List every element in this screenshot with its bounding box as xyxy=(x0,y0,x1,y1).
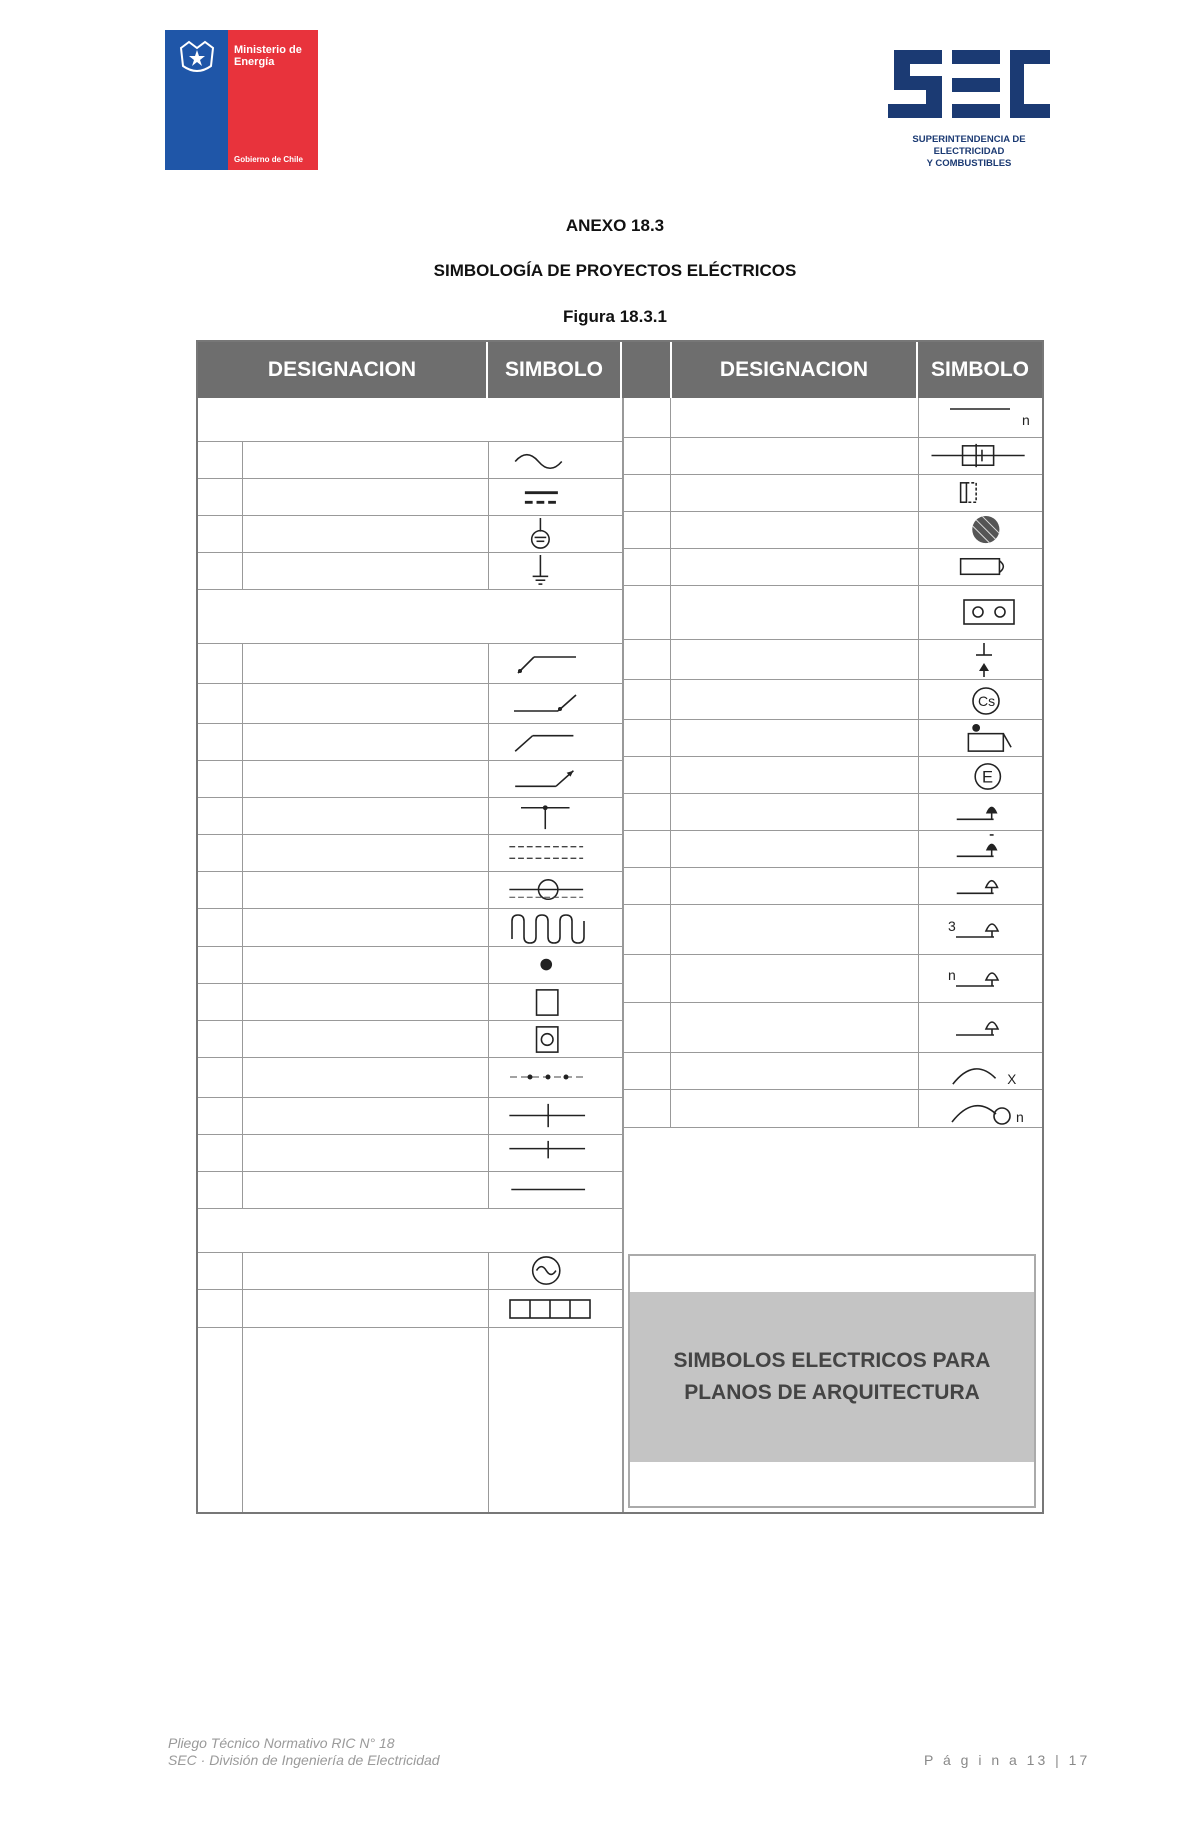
table-row xyxy=(198,835,622,872)
table-row xyxy=(624,475,1042,512)
divider xyxy=(670,720,671,757)
divider xyxy=(488,1172,489,1209)
divider xyxy=(918,794,919,831)
divider xyxy=(670,398,671,438)
ground-protect-icon xyxy=(504,518,604,551)
table-row xyxy=(198,442,622,479)
symbol-text: 3 xyxy=(948,918,956,934)
table-row xyxy=(624,640,1042,680)
symbol-text: n xyxy=(948,967,956,983)
divider xyxy=(918,680,919,720)
divider xyxy=(670,586,671,640)
divider xyxy=(918,1090,919,1128)
table-row-empty xyxy=(198,1328,622,1512)
divider xyxy=(242,644,243,684)
section-row xyxy=(198,1209,622,1253)
splice-icon xyxy=(926,759,1036,792)
table-row xyxy=(198,872,622,909)
symbol-text: E xyxy=(981,768,993,787)
sec-mark-icon xyxy=(884,42,1054,128)
divider xyxy=(488,644,489,684)
logo-line2: Energía xyxy=(234,56,275,68)
ac-icon xyxy=(504,444,604,477)
table-row xyxy=(198,724,622,761)
underground-icon xyxy=(504,1061,604,1095)
sync-capacitor-icon xyxy=(926,683,1036,717)
divider xyxy=(670,905,671,955)
divider xyxy=(918,955,919,1003)
section-row xyxy=(198,398,622,442)
horn-icon xyxy=(926,477,1036,510)
socket-tri-icon xyxy=(926,962,1036,996)
line-icon xyxy=(504,1174,604,1207)
divider xyxy=(918,1053,919,1090)
flexible-icon xyxy=(504,911,604,945)
divider xyxy=(242,1328,243,1512)
divider xyxy=(488,724,489,761)
box-line2: PLANOS DE ARQUITECTURA xyxy=(684,1381,980,1404)
divider xyxy=(488,984,489,1021)
divider xyxy=(670,757,671,794)
table-row xyxy=(624,549,1042,586)
divider xyxy=(242,872,243,909)
buzzer-icon xyxy=(926,722,1036,755)
feed-to-above-icon xyxy=(504,763,604,796)
table-row xyxy=(198,984,622,1021)
divider xyxy=(242,1098,243,1135)
table-row xyxy=(624,586,1042,640)
feed-above-icon xyxy=(504,687,604,721)
table-row xyxy=(198,909,622,947)
table-row xyxy=(624,831,1042,868)
ministry-logo xyxy=(165,30,318,170)
feed-to-below-icon xyxy=(504,726,604,759)
header-designation-right: DESIGNACION xyxy=(672,342,918,398)
divider xyxy=(242,984,243,1021)
main-title: SIMBOLOGÍA DE PROYECTOS ELÉCTRICOS xyxy=(433,261,797,280)
table-row xyxy=(198,1172,622,1209)
table-row xyxy=(198,947,622,984)
divider xyxy=(670,1090,671,1128)
divider xyxy=(670,475,671,512)
divider xyxy=(488,553,489,590)
divider xyxy=(488,947,489,984)
table-row xyxy=(198,644,622,684)
divider xyxy=(670,831,671,868)
footer-line1: Pliego Técnico Normativo RIC N° 18 xyxy=(168,1735,395,1751)
table-row xyxy=(198,479,622,516)
divider xyxy=(670,1053,671,1090)
section-row xyxy=(198,590,622,644)
cross-icon xyxy=(504,1100,604,1133)
divider xyxy=(918,720,919,757)
socket-mono-icon xyxy=(926,913,1036,947)
table-row xyxy=(198,1253,622,1290)
divider xyxy=(670,1003,671,1053)
alternator-icon xyxy=(504,1255,604,1288)
feed-below-icon xyxy=(504,647,604,681)
header-symbol-right: SIMBOLO xyxy=(918,342,1042,398)
divider xyxy=(670,512,671,549)
divider xyxy=(670,955,671,1003)
table-row xyxy=(624,905,1042,955)
box-line1: SIMBOLOS ELECTRICOS PARA xyxy=(673,1349,991,1372)
divider xyxy=(488,1021,489,1058)
divider xyxy=(670,438,671,475)
table-row xyxy=(198,761,622,798)
table-row xyxy=(198,1290,622,1328)
symbol-text: Cs xyxy=(978,693,996,709)
divider xyxy=(670,549,671,586)
logo-line1: Ministerio de xyxy=(234,44,302,56)
coat-of-arms-icon xyxy=(175,38,219,78)
stove-icon xyxy=(926,596,1036,630)
square-circle-icon xyxy=(504,1023,604,1056)
divider xyxy=(918,868,919,905)
divider xyxy=(670,868,671,905)
divider xyxy=(242,1135,243,1172)
table-row xyxy=(624,720,1042,757)
dc-icon xyxy=(504,481,604,514)
table-row xyxy=(624,1003,1042,1053)
table-row xyxy=(198,1058,622,1098)
divider xyxy=(242,761,243,798)
symbol-text: X xyxy=(1007,1072,1017,1088)
header-num-right xyxy=(622,342,672,398)
divider xyxy=(242,1058,243,1098)
page-number: P á g i n a 13 | 17 xyxy=(924,1752,1091,1768)
divider xyxy=(918,831,919,868)
sec-sub1: SUPERINTENDENCIA DE ELECTRICIDAD xyxy=(912,134,1026,157)
table-row xyxy=(198,553,622,590)
sec-logo xyxy=(884,42,1054,169)
divider xyxy=(242,798,243,835)
divider xyxy=(670,680,671,720)
fluorescent-icon xyxy=(926,401,1036,435)
bell-icon xyxy=(926,551,1036,584)
divider xyxy=(242,947,243,984)
table-row xyxy=(624,794,1042,831)
annex-title: ANEXO 18.3 xyxy=(565,216,665,235)
divider xyxy=(488,835,489,872)
divider xyxy=(488,761,489,798)
concentric-icon xyxy=(504,874,604,907)
header-designation-left: DESIGNACION xyxy=(198,342,488,398)
divider xyxy=(488,684,489,724)
ground-icon xyxy=(504,555,604,588)
divider xyxy=(242,1290,243,1328)
heater-icon xyxy=(504,1292,604,1326)
divider xyxy=(670,794,671,831)
divider xyxy=(242,1172,243,1209)
divider xyxy=(242,1253,243,1290)
divider xyxy=(488,1328,489,1512)
divider xyxy=(242,684,243,724)
table-row xyxy=(624,1090,1042,1128)
socket-double-icon xyxy=(926,833,1036,866)
footer-line2: SEC · División de Ingeniería de Electricidad xyxy=(168,1752,440,1768)
divider xyxy=(670,640,671,680)
table-row xyxy=(198,798,622,835)
divider xyxy=(488,1253,489,1290)
socket-heat-icon xyxy=(926,870,1036,903)
table-row xyxy=(624,1053,1042,1090)
symbol-text: n xyxy=(1016,1109,1024,1125)
divider xyxy=(918,757,919,794)
divider xyxy=(488,479,489,516)
hook-one-icon xyxy=(926,1055,1036,1088)
divider xyxy=(488,872,489,909)
divider xyxy=(918,1003,919,1053)
table-row xyxy=(624,868,1042,905)
divider xyxy=(488,1135,489,1172)
capacitor-icon xyxy=(926,643,1036,677)
symbol-text: n xyxy=(1022,412,1030,428)
divider xyxy=(488,1058,489,1098)
table-row xyxy=(624,512,1042,549)
divider xyxy=(242,835,243,872)
sec-sub2: Y COMBUSTIBLES xyxy=(926,158,1012,169)
table-row xyxy=(198,684,622,724)
divider xyxy=(242,724,243,761)
table-row xyxy=(624,757,1042,794)
battery-icon xyxy=(926,440,1036,473)
figure-title: Figura 18.3.1 xyxy=(563,307,667,326)
square-icon xyxy=(504,986,604,1019)
divider xyxy=(242,516,243,553)
hook-n-icon xyxy=(926,1092,1036,1126)
divider xyxy=(918,398,919,438)
table-row xyxy=(198,1021,622,1058)
header-symbol-left: SIMBOLO xyxy=(488,342,622,398)
divider xyxy=(242,1021,243,1058)
symbols-table xyxy=(196,340,1044,1514)
divider xyxy=(918,549,919,586)
table-row xyxy=(624,955,1042,1003)
divider xyxy=(918,586,919,640)
water-heater-icon xyxy=(926,514,1036,547)
divider xyxy=(918,475,919,512)
architecture-symbols-box xyxy=(628,1254,1036,1508)
divider xyxy=(488,516,489,553)
socket-special-icon xyxy=(926,1011,1036,1045)
divider xyxy=(488,442,489,479)
table-row xyxy=(624,438,1042,475)
n-conductors-icon xyxy=(504,1137,604,1170)
table-row xyxy=(624,398,1042,438)
divider xyxy=(918,640,919,680)
table-row xyxy=(624,680,1042,720)
divider xyxy=(918,905,919,955)
divider xyxy=(242,553,243,590)
table-row xyxy=(198,516,622,553)
table-row xyxy=(198,1135,622,1172)
divider xyxy=(242,479,243,516)
socket-light-icon xyxy=(926,796,1036,829)
divider xyxy=(488,1098,489,1135)
divider xyxy=(488,909,489,947)
dot-icon xyxy=(504,949,604,982)
divider xyxy=(918,512,919,549)
tray-icon xyxy=(504,837,604,870)
divider xyxy=(242,442,243,479)
branch-icon xyxy=(504,800,604,833)
divider xyxy=(918,438,919,475)
logo-bottom: Gobierno de Chile xyxy=(234,155,303,164)
divider xyxy=(488,1290,489,1328)
divider xyxy=(242,909,243,947)
divider xyxy=(488,798,489,835)
table-row xyxy=(198,1098,622,1135)
